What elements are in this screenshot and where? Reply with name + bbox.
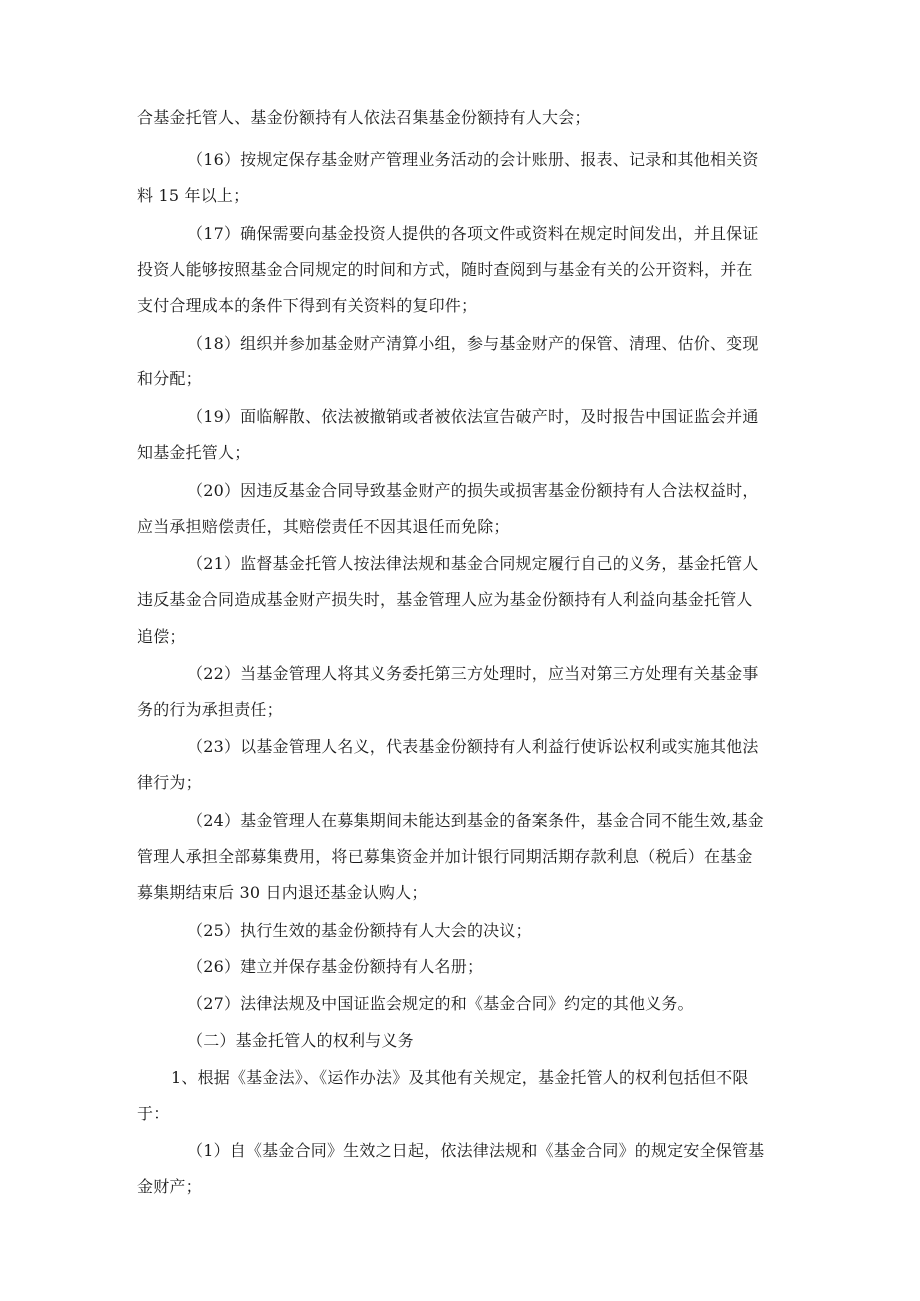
text-line: 律行为； <box>137 773 202 792</box>
text-line: 管理人承担全部募集费用，将已募集资金并加计银行同期活期存款利息（税后）在基金 <box>137 847 753 866</box>
text-line: （19）面临解散、依法被撤销或者被依法宣告破产时，及时报告中国证监会并通 <box>187 407 759 426</box>
text-line: （22）当基金管理人将其义务委托第三方处理时，应当对第三方处理有关基金事 <box>187 664 759 683</box>
text-line: 知基金托管人； <box>137 443 251 462</box>
text-line: （27）法律法规及中国证监会规定的和《基金合同》约定的其他义务。 <box>187 994 694 1013</box>
text-line: 1、根据《基金法》、《运作办法》及其他有关规定，基金托管人的权利包括但不限 <box>171 1068 749 1087</box>
text-line: 应当承担赔偿责任，其赔偿责任不因其退任而免除； <box>137 517 510 536</box>
text-line: （16）按规定保存基金财产管理业务活动的会计账册、报表、记录和其他相关资 <box>187 150 759 169</box>
text-line: （17）确保需要向基金投资人提供的各项文件或资料在规定时间发出，并且保证 <box>187 224 759 243</box>
text-line: （18）组织并参加基金财产清算小组，参与基金财产的保管、清理、估价、变现 <box>187 334 759 353</box>
text-line: 追偿； <box>137 627 186 646</box>
text-line: 投资人能够按照基金合同规定的时间和方式，随时查阅到与基金有关的公开资料，并在 <box>137 260 753 279</box>
text-line: 募集期结束后 30 日内退还基金认购人； <box>137 883 428 902</box>
text-line: （20）因违反基金合同导致基金财产的损失或损害基金份额持有人合法权益时， <box>187 481 759 500</box>
text-line: （1）自《基金合同》生效之日起，依法律法规和《基金合同》的规定安全保管基 <box>187 1141 765 1160</box>
text-line: 务的行为承担责任； <box>137 700 283 719</box>
text-line: 违反基金合同造成基金财产损失时，基金管理人应为基金份额持有人利益向基金托管人 <box>137 590 753 609</box>
section-heading: （二）基金托管人的权利与义务 <box>187 1031 414 1050</box>
text-line: （21）监督基金托管人按法律法规和基金合同规定履行自己的义务，基金托管人 <box>187 554 759 573</box>
text-line: （24）基金管理人在募集期间未能达到基金的备案条件，基金合同不能生效,基金 <box>187 811 764 830</box>
text-line: 金财产； <box>137 1177 202 1196</box>
text-line: （23）以基金管理人名义，代表基金份额持有人利益行使诉讼权利或实施其他法 <box>187 737 759 756</box>
text-line: 和分配； <box>137 369 202 388</box>
text-line: （25）执行生效的基金份额持有人大会的决议； <box>187 921 532 940</box>
text-line: 于： <box>137 1104 170 1123</box>
text-line: （26）建立并保存基金份额持有人名册； <box>187 957 484 976</box>
text-line: 支付合理成本的条件下得到有关资料的复印件； <box>137 296 478 315</box>
text-line: 料 15 年以上； <box>137 186 250 205</box>
text-line: 合基金托管人、基金份额持有人依法召集基金份额持有人大会； <box>137 108 591 127</box>
